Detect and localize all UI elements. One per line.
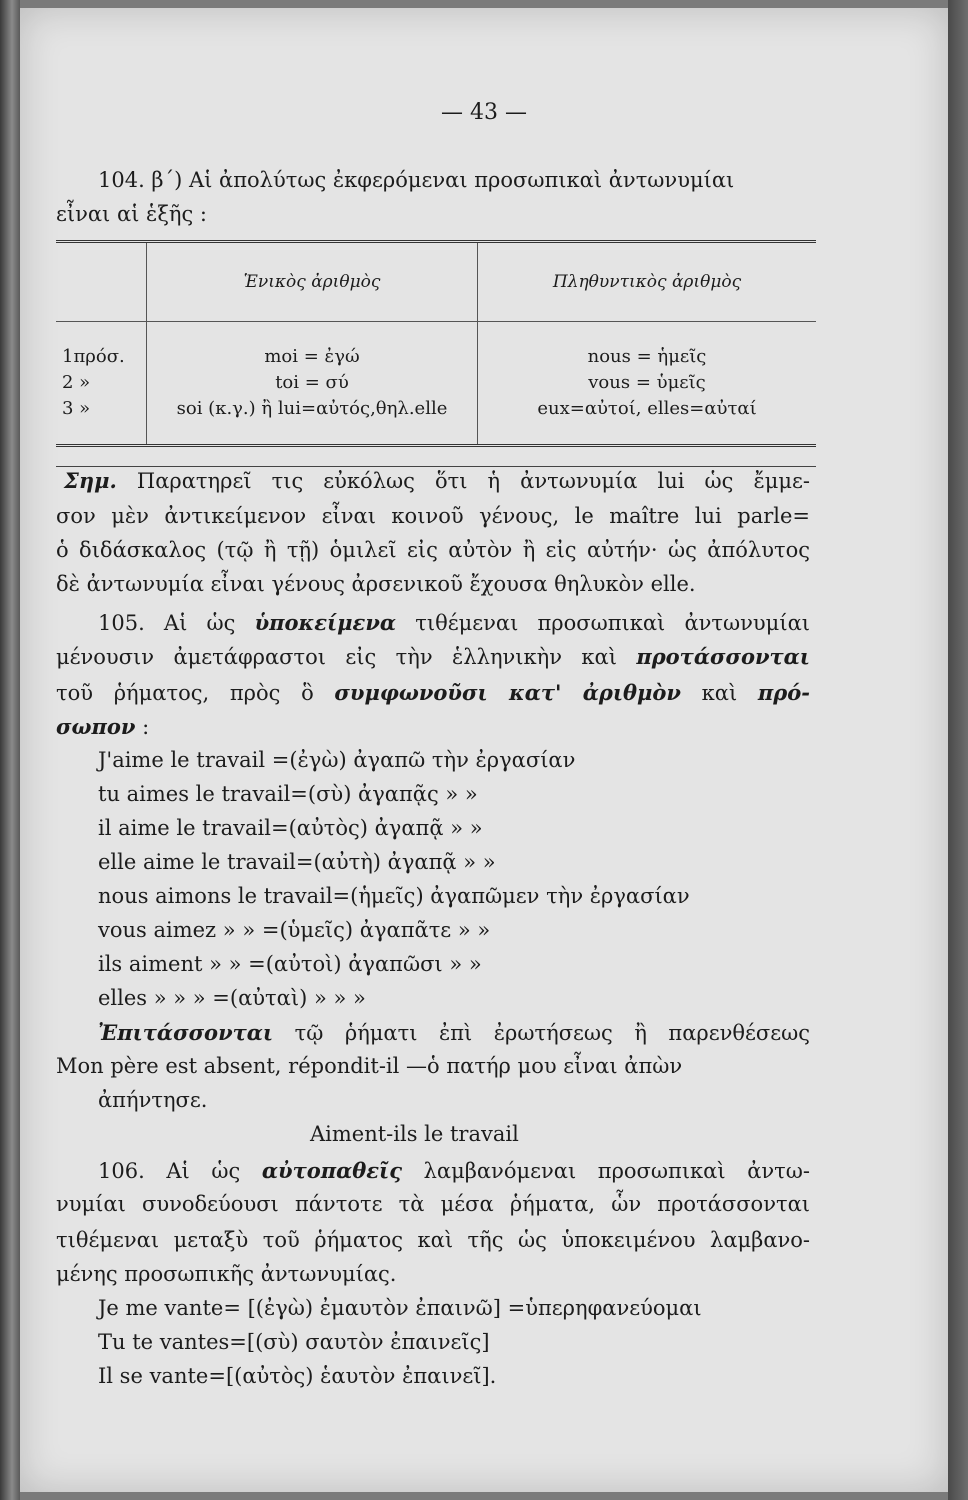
p105-text-c: τιθέμεναι προσωπικαὶ ἀντωνυμίαι <box>415 611 810 635</box>
example-2: tu aimes le travail=(σὺ) ἀγαπᾷς » » <box>98 782 478 806</box>
table-header-row <box>56 242 816 322</box>
p105-line3-text: τοῦ ῥήματος, πρὸς ὃ <box>56 681 314 705</box>
p105-line-2 <box>56 644 810 669</box>
p106-text-a: 106. Αἱ ὡς <box>98 1159 241 1183</box>
p105-colon: : <box>142 715 150 739</box>
example-3: il aime le travail=(αὐτὸς) ἀγαπᾷ » » <box>98 816 483 840</box>
plural-2: vous = ὑμεῖς <box>588 372 706 393</box>
note-line-1-text: Παρατηρεῖ τις εὐκόλως ὅτι ἡ ἀντωνυμία lui ὡς ἔμμε- <box>136 469 810 493</box>
reflexive-1: Je me vante= [(ἐγὼ) ἐμαυτὸν ἐπαινῶ] =ὑπερηφανεύομαι <box>98 1296 702 1320</box>
p106-line-1 <box>98 1158 810 1183</box>
inversion-line-3: ἀπήντησε. <box>98 1088 208 1112</box>
table-bottom-rule <box>56 466 816 467</box>
singular-2: toi = σύ <box>275 372 349 393</box>
p105-emph-agree: συμφωνοῦσι κατ' ἀριθμὸν <box>334 680 681 705</box>
note-line-4: δὲ ἀντωνυμία εἶναι γένους ἀρσενικοῦ ἔχουσα θηλυκὸν elle. <box>56 572 696 596</box>
p105-text-a: 105. Αἱ ὡς <box>98 611 236 635</box>
person-3: 3 » <box>62 398 91 419</box>
plural-3: eux=αὐτοί, elles=αὐταί <box>537 398 757 419</box>
p104-line-1: 104. β΄) Αἱ ἀπολύτως ἐκφερόμεναι προσωπικαὶ ἀντωνυμίαι <box>98 168 735 192</box>
reflexive-3: Il se vante=[(αὐτὸς) ἑαυτὸν ἐπαινεῖ]. <box>98 1364 497 1388</box>
plural-1: nous = ἡμεῖς <box>587 346 707 367</box>
p105-line-3 <box>56 680 810 705</box>
p105-line-4 <box>56 714 149 739</box>
p106-line-2: νυμίαι συνοδεύουσι πάντοτε τὰ μέσα ῥήματα, ὧν προτάσσονται <box>56 1192 810 1216</box>
pronoun-table <box>56 240 816 447</box>
p106-line-3: τιθέμεναι μεταξὺ τοῦ ῥήματος καὶ τῆς ὡς ὑποκειμένου λαμβανο- <box>56 1228 810 1252</box>
person-2: 2 » <box>62 372 91 393</box>
singular-1: moi = ἐγώ <box>264 346 360 367</box>
note-lead: Σημ. <box>64 468 117 493</box>
example-4: elle aime le travail=(αὐτὴ) ἀγαπᾷ » » <box>98 850 496 874</box>
p105-line3-and: καὶ <box>701 681 738 705</box>
example-1: J'aime le travail =(ἐγὼ) ἀγαπῶ τὴν ἐργασίαν <box>98 748 576 772</box>
note-line-2: σον μὲν ἀντικείμενον εἶναι κοινοῦ γένους, le maître lui parle= <box>56 504 810 528</box>
p106-line-4: μένης προσωπικῆς ἀντωνυμίας. <box>56 1262 397 1286</box>
singular-header: Ἑνικὸς ἀριθμὸς <box>147 242 478 322</box>
person-1: 1πρόσ. <box>62 346 125 367</box>
p106-emph-reflexive: αὐτοπαθεῖς <box>261 1158 402 1183</box>
p105-emph-precede: προτάσσονται <box>636 644 810 669</box>
plural-column <box>478 322 817 446</box>
singular-3: soi (κ.γ.) ἢ lui=αὐτός,θηλ.elle <box>176 398 448 419</box>
p106-text-c: λαμβανόμεναι προσωπικαὶ ἀντω- <box>423 1159 810 1183</box>
inversion-line1-text: τῷ ῥήματι ἐπὶ ἐρωτήσεως ἢ παρενθέσεως <box>294 1021 810 1045</box>
example-8: elles » » » =(αὐταὶ) » » » <box>98 986 366 1010</box>
singular-column <box>147 322 478 446</box>
p105-line-1 <box>98 610 810 635</box>
inversion-line-2: Mon père est absent, répondit-il —ὁ πατήρ μου εἶναι ἀπὼν <box>56 1054 683 1078</box>
p105-emph-subjects: ὑποκείμενα <box>254 610 397 635</box>
example-5: nous aimons le travail=(ἡμεῖς) ἀγαπῶμεν τὴν ἐργασίαν <box>98 884 690 908</box>
table-body-row <box>56 322 816 446</box>
example-7: ils aiment » » =(αὐτοὶ) ἀγαπῶσι » » <box>98 952 482 976</box>
reflexive-2: Tu te vantes=[(σὺ) σαυτὸν ἐπαινεῖς] <box>98 1330 490 1354</box>
page-edge-shadow <box>948 0 968 1500</box>
inversion-emph: Ἐπιτάσσονται <box>98 1020 274 1045</box>
p104-line-2: εἶναι αἱ ἑξῆς : <box>56 202 207 226</box>
inversion-example: Aiment-ils le travail <box>310 1122 519 1146</box>
person-column <box>56 322 147 446</box>
p105-emph-person-end: σωπον <box>56 714 136 739</box>
p105-line2-text: μένουσιν ἀμετάφραστοι εἰς τὴν ἑλληνικὴν καὶ <box>56 645 617 669</box>
page-number: — 43 — <box>441 100 527 125</box>
note-line-1 <box>64 468 810 493</box>
inversion-line-1 <box>98 1020 810 1045</box>
p105-emph-person-start: πρό- <box>757 680 810 705</box>
note-line-3: ὁ διδάσκαλος (τῷ ἢ τῇ) ὁμιλεῖ εἰς αὐτὸν ἢ εἰς αὐτήν· ὡς ἀπόλυτος <box>56 538 810 562</box>
example-6: vous aimez » » =(ὑμεῖς) ἀγαπᾶτε » » <box>98 918 491 942</box>
table-header-blank <box>56 242 147 322</box>
book-spine-shadow <box>0 0 20 1500</box>
plural-header: Πληθυντικὸς ἀριθμὸς <box>478 242 817 322</box>
